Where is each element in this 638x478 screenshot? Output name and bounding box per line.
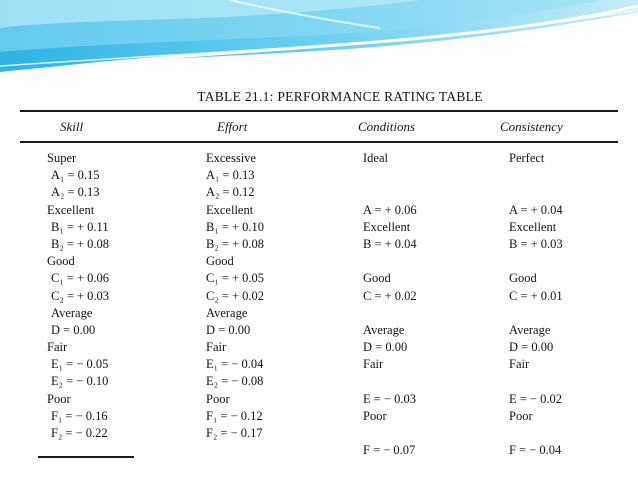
table-cell: D = 0.00: [363, 340, 408, 355]
table-cell: [509, 373, 563, 390]
table-cell: Fair: [509, 357, 530, 372]
table-cell: F = − 0.07: [363, 443, 416, 458]
table-cell: C₁ = + 0.05: [206, 271, 265, 286]
table-cell: C₁ = + 0.06: [51, 271, 110, 286]
table-cell: [509, 253, 563, 270]
table-cell: Fair: [47, 340, 68, 355]
table-cell: Excellent: [363, 219, 411, 234]
column-header-consistency: Consistency: [500, 119, 563, 134]
table-cell: A₁ = 0.13: [206, 168, 255, 183]
table-cell: B = + 0.04: [363, 236, 417, 251]
table-cell: B₂ = + 0.08: [206, 236, 265, 251]
table-cell: [509, 425, 563, 442]
table-cell: Excellent: [206, 202, 254, 217]
table-cell: D = 0.00: [206, 322, 251, 337]
table-cell: Good: [47, 254, 75, 269]
table-cell: A = + 0.06: [363, 202, 417, 217]
table-cell: B₂ = + 0.08: [51, 236, 110, 251]
table-cell: B₁ = + 0.10: [206, 219, 265, 234]
table-cell: Poor: [47, 391, 71, 406]
table-cell: Ideal: [363, 151, 388, 165]
table-cell: Super: [47, 151, 77, 165]
table-cell: A₂ = 0.12: [206, 185, 255, 200]
table-cell: B = + 0.03: [509, 236, 563, 251]
table-title: TABLE 21.1: PERFORMANCE RATING TABLE: [197, 89, 483, 104]
table-cell: Average: [363, 322, 405, 337]
table-cell: Good: [206, 254, 234, 269]
table-cell: Perfect: [509, 151, 545, 165]
table-cell: Average: [51, 305, 93, 320]
table-cell: D = 0.00: [51, 322, 96, 337]
column-header-effort: Effort: [217, 119, 248, 134]
table-cell: E = − 0.03: [363, 391, 416, 406]
table-cell: A₂ = 0.13: [51, 185, 100, 200]
table-cell: Fair: [206, 340, 227, 355]
table-cell: Excessive: [206, 151, 256, 165]
table-cell: Poor: [509, 408, 533, 423]
table-cell: A = + 0.04: [509, 202, 563, 217]
table-cell: [363, 184, 417, 201]
table-cell: F₂ = − 0.22: [51, 426, 108, 440]
table-cell: [509, 167, 563, 184]
table-cell: Average: [206, 305, 248, 320]
table-cell: E₂ = − 0.10: [51, 374, 109, 389]
table-cell: Good: [509, 271, 537, 286]
table-cell: C₂ = + 0.02: [206, 288, 265, 303]
table-cell: [509, 305, 563, 322]
column-conditions: [363, 150, 417, 459]
table-cell: [509, 184, 563, 201]
table-cell: Poor: [363, 408, 387, 423]
column-header-skill: Skill: [60, 119, 84, 134]
table-cell: F = − 0.04: [509, 443, 562, 458]
table-cell: E = − 0.02: [509, 391, 562, 406]
header-wave-decoration: [0, 0, 638, 75]
table-cell: C = + 0.01: [509, 288, 563, 303]
table-cell: [363, 167, 417, 184]
table-cell: Average: [509, 322, 551, 337]
table-cell: C₂ = + 0.03: [51, 288, 110, 303]
table-cell: D = 0.00: [509, 340, 554, 355]
table-cell: [363, 253, 417, 270]
table-cell: Fair: [363, 357, 384, 372]
column-header-conditions: Conditions: [358, 119, 416, 134]
table-cell: F₁ = − 0.12: [206, 408, 263, 423]
table-cell: [363, 373, 417, 390]
column-skill: [47, 150, 109, 442]
table-cell: E₁ = − 0.04: [206, 357, 264, 372]
table-cell: F₁ = − 0.16: [51, 408, 108, 423]
table-cell: [363, 305, 417, 322]
table-bottom-rule: [38, 456, 134, 458]
table-cell: Excellent: [47, 202, 95, 217]
table-cell: Poor: [206, 391, 230, 406]
table-cell: [363, 425, 417, 442]
table-cell: C = + 0.02: [363, 288, 417, 303]
table-cell: E₁ = − 0.05: [51, 357, 109, 372]
table-cell: B₁ = + 0.11: [51, 219, 109, 234]
table-cell: F₂ = − 0.17: [206, 426, 263, 440]
table-cell: Good: [363, 271, 391, 286]
column-consistency: [509, 150, 563, 459]
column-effort: [206, 150, 264, 442]
table-cell: A₁ = 0.15: [51, 168, 100, 183]
table-top-rule: [20, 110, 618, 112]
table-cell: Excellent: [509, 219, 557, 234]
header-bottom-rule: [20, 141, 618, 143]
table-cell: E₂ = − 0.08: [206, 374, 264, 389]
